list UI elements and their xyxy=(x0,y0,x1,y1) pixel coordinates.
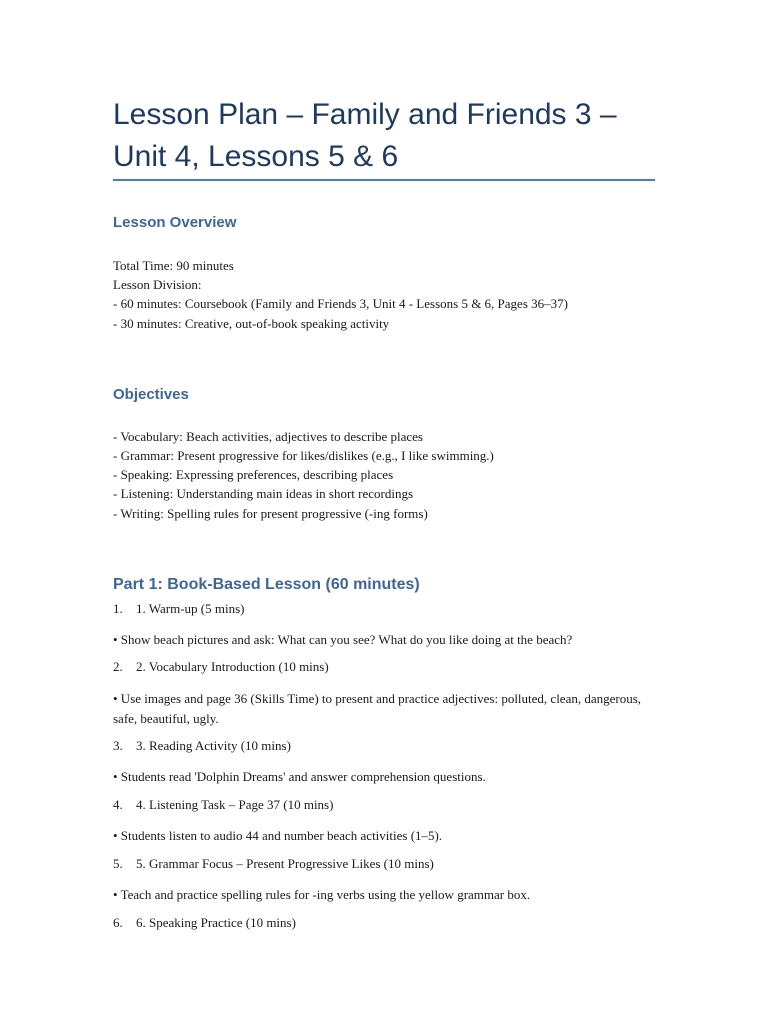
step-label: 6. Speaking Practice (10 mins) xyxy=(136,915,296,930)
page-title: Lesson Plan – Family and Friends 3 – Unit 4, Lessons 5 & 6 xyxy=(113,98,617,173)
step-label: 5. Grammar Focus – Present Progressive Likes (10 mins) xyxy=(136,856,434,871)
step-number: 1. xyxy=(113,601,123,616)
step-number: 4. xyxy=(113,797,123,812)
step-item xyxy=(113,854,434,873)
step-item xyxy=(113,599,244,618)
step-label: 1. Warm-up (5 mins) xyxy=(136,601,245,616)
step-number: 5. xyxy=(113,856,123,871)
overview-line: - 30 minutes: Creative, out-of-book speaking activity xyxy=(113,316,390,331)
objective-line: - Writing: Spelling rules for present progressive (-ing forms) xyxy=(113,506,428,521)
step-detail: • Teach and practice spelling rules for -ing verbs using the yellow grammar box. xyxy=(113,887,531,902)
step-number: 3. xyxy=(113,738,123,753)
overview-line: Total Time: 90 minutes xyxy=(113,258,234,273)
step-detail: • Students listen to audio 44 and number beach activities (1–5). xyxy=(113,828,443,843)
step-detail: • Use images and page 36 (Skills Time) to present and practice adjectives: polluted, clean, dangerous, safe, beautiful, ugly. xyxy=(113,691,645,726)
objective-line: - Vocabulary: Beach activities, adjectives to describe places xyxy=(113,429,423,444)
step-label: 4. Listening Task – Page 37 (10 mins) xyxy=(136,797,334,812)
step-number: 6. xyxy=(113,915,123,930)
step-item xyxy=(113,657,329,676)
step-label: 3. Reading Activity (10 mins) xyxy=(136,738,291,753)
part1-heading: Part 1: Book-Based Lesson (60 minutes) xyxy=(113,576,420,593)
title-divider xyxy=(113,179,655,181)
overview-line: - 60 minutes: Coursebook (Family and Friends 3, Unit 4 - Lessons 5 & 6, Pages 36–37) xyxy=(113,296,568,311)
step-item xyxy=(113,795,333,814)
step-label: 2. Vocabulary Introduction (10 mins) xyxy=(136,659,329,674)
objectives-heading: Objectives xyxy=(113,386,189,403)
step-detail: • Students read 'Dolphin Dreams' and answer comprehension questions. xyxy=(113,769,486,784)
objective-line: - Grammar: Present progressive for likes/dislikes (e.g., I like swimming.) xyxy=(113,448,494,463)
overview-heading: Lesson Overview xyxy=(113,214,237,231)
step-detail: • Show beach pictures and ask: What can you see? What do you like doing at the beach? xyxy=(113,632,573,647)
step-item xyxy=(113,736,291,755)
step-number: 2. xyxy=(113,659,123,674)
overview-line: Lesson Division: xyxy=(113,277,202,292)
step-item xyxy=(113,913,296,932)
objective-line: - Listening: Understanding main ideas in short recordings xyxy=(113,486,414,501)
objective-line: - Speaking: Expressing preferences, describing places xyxy=(113,467,394,482)
